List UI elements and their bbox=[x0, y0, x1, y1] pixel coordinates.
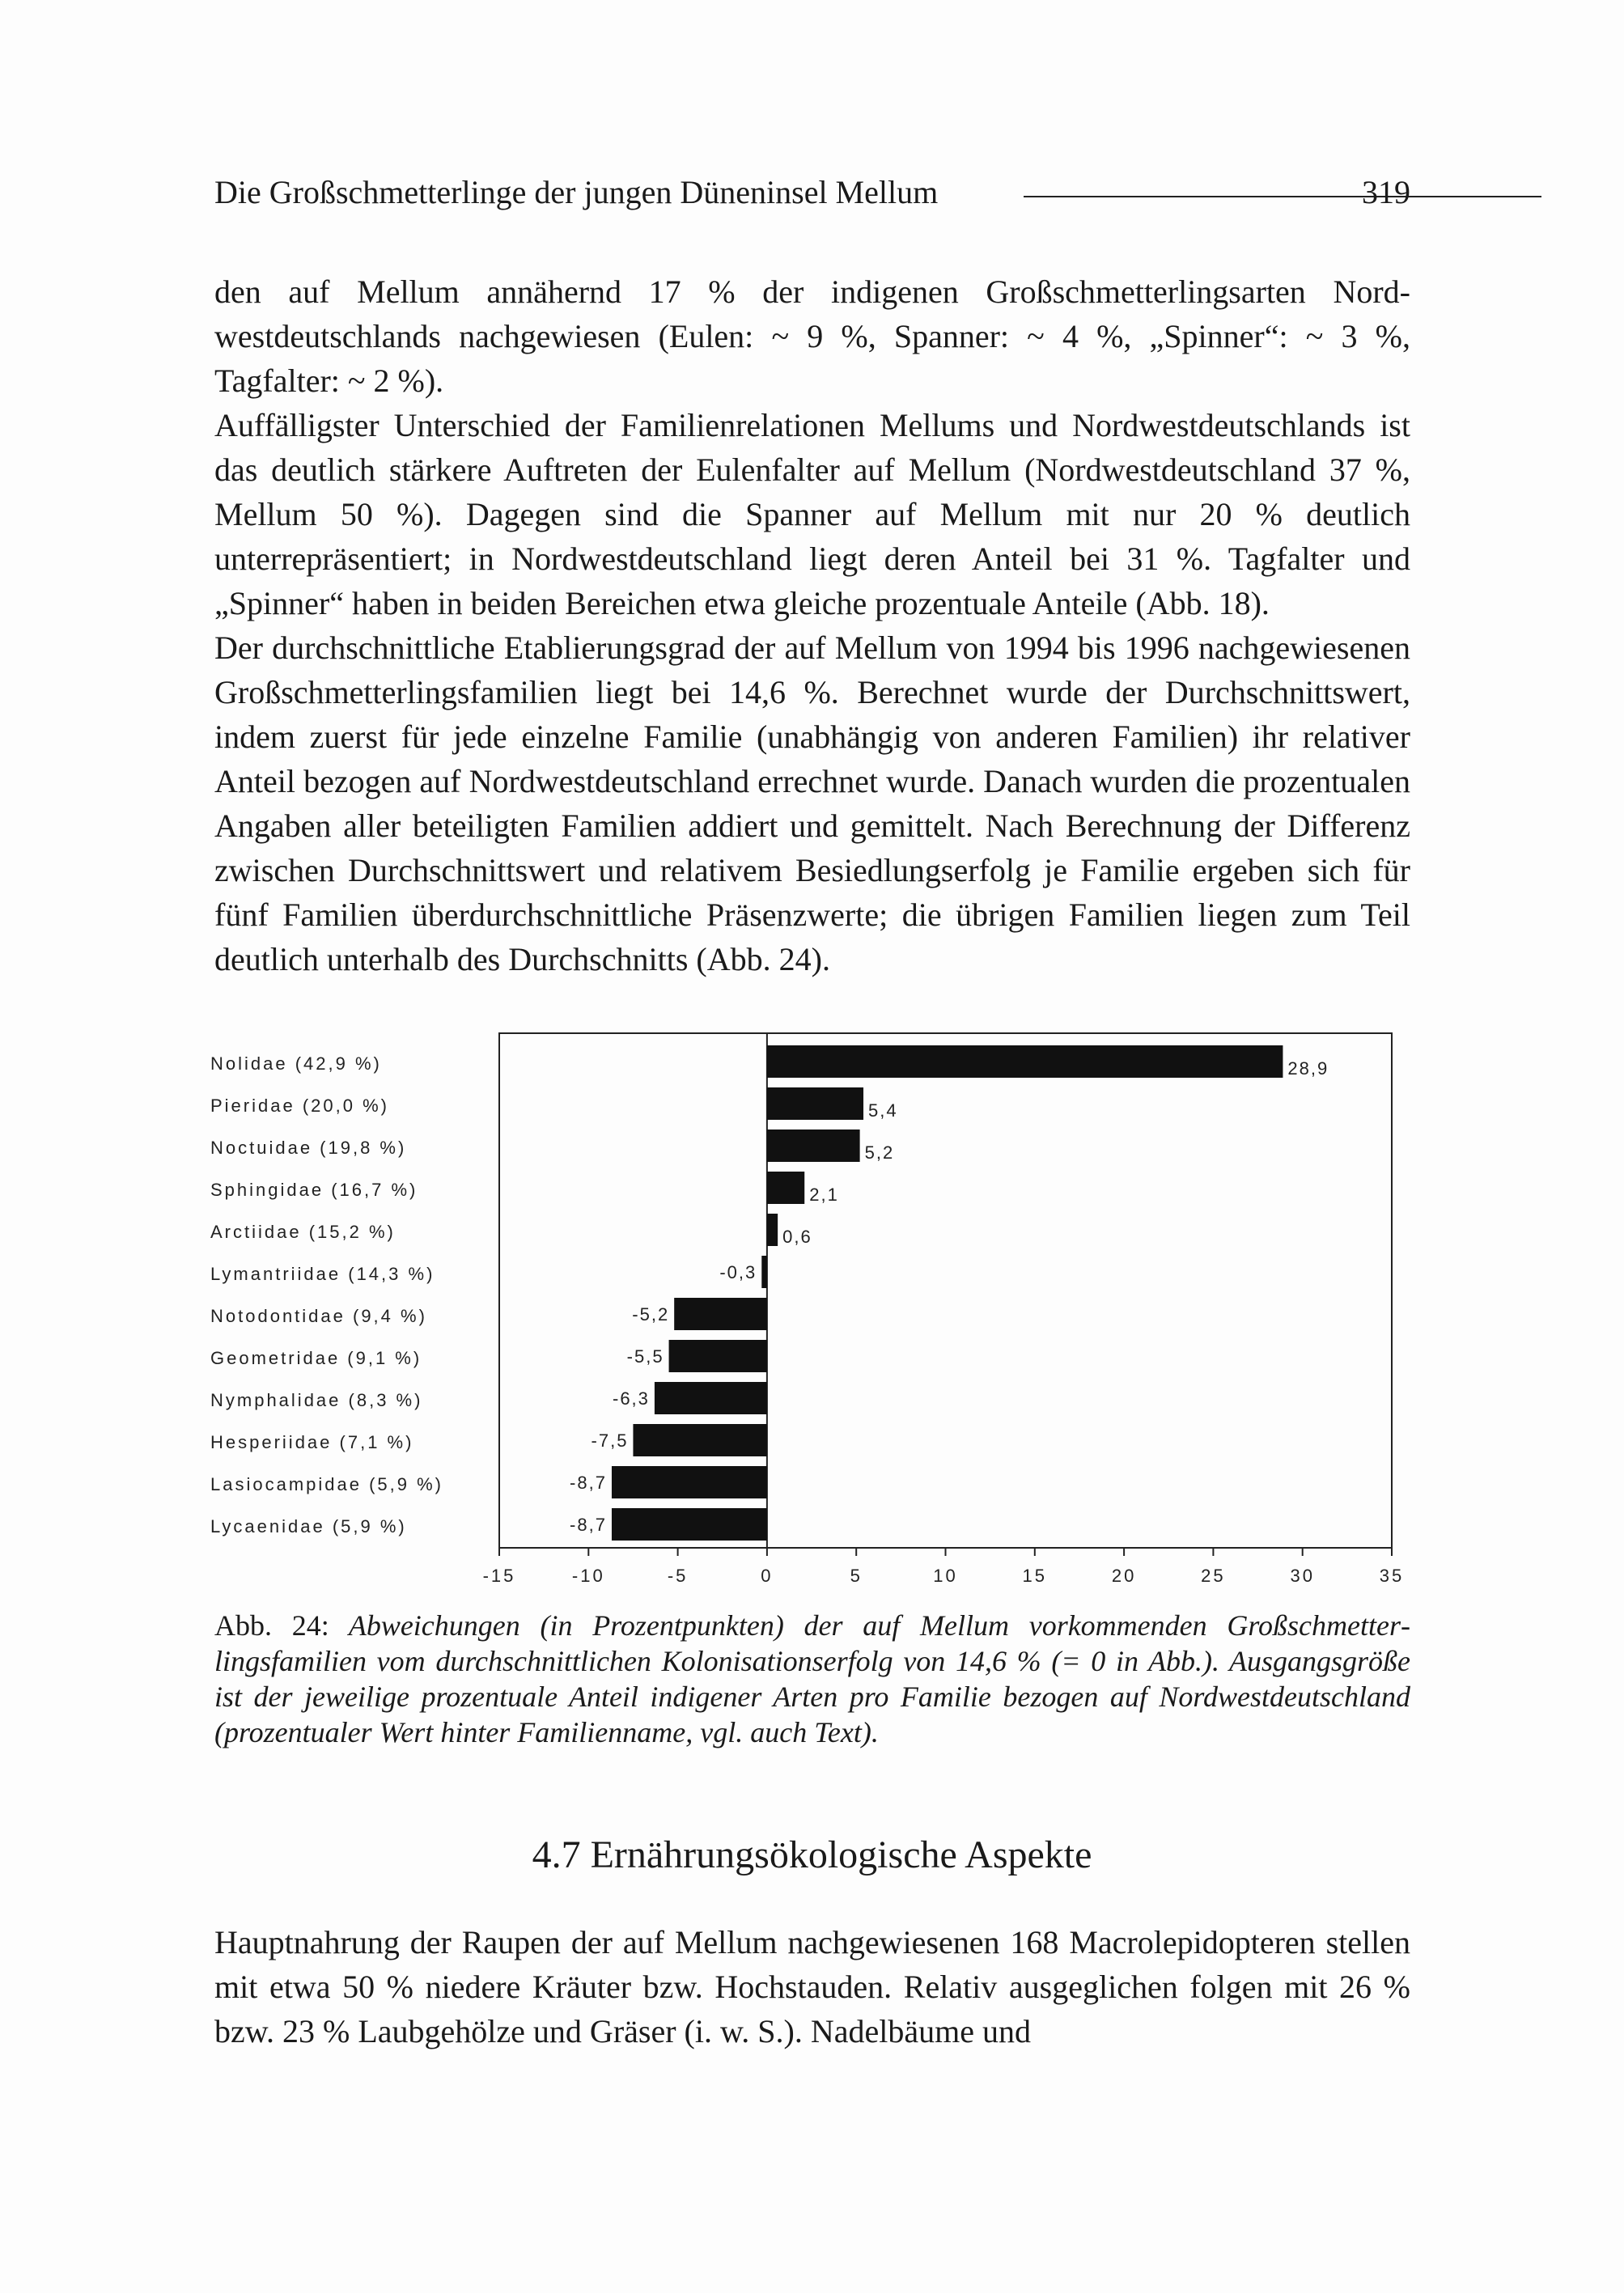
value-label: -5,2 bbox=[632, 1304, 670, 1325]
paragraph: Der durchschnittliche Etablierungsgrad der auf Mellum von 1994 bis 1996 nachgewiesenen Großschmetterlingsfamilien liegt bei 14,6 %. Berechnet wurde der Durchschnittswert, indem zuerst für jede einzelne Familie (unabhängig von anderen Familien) ihr relativer Anteil bezogen auf Nordwestdeutschland errechnet wurde. Danach wurden die prozentualen Angaben aller beteiligten Familien addiert und gemittelt. Nach Berechnung der Differenz zwischen Durchschnittswert und relativem Besiedlungserfolg je Familie ergeben sich für fünf Familien überdurchschnittliche Präsenzwerte; die übrigen Familien liegen zum Teil deutlich unterhalb des Durchschnitts (Abb. 24). bbox=[214, 629, 1410, 977]
value-label: -6,3 bbox=[613, 1388, 650, 1409]
category-label: Sphingidae (16,7 %) bbox=[210, 1180, 418, 1200]
section-text bbox=[214, 1920, 1410, 2054]
category-label: Lasiocampidae (5,9 %) bbox=[210, 1474, 444, 1494]
paragraph: Hauptnahrung der Raupen der auf Mellum nachgewiesenen 168 Macrolepidopteren stellen mit etwa 50 % niedere Kräuter bzw. Hochstauden. Relativ ausgeglichen folgen mit 26 % bzw. 23 % Laubgehölze und Gräser (i. w. S.). Nadelbäume und bbox=[214, 1924, 1410, 2049]
category-label: Arctiidae (15,2 %) bbox=[210, 1222, 396, 1242]
bar bbox=[767, 1087, 863, 1120]
value-label: 0,6 bbox=[782, 1227, 812, 1247]
value-label: 5,4 bbox=[868, 1100, 898, 1121]
category-label: Nymphalidae (8,3 %) bbox=[210, 1390, 423, 1410]
running-header bbox=[214, 173, 1410, 222]
category-label: Hesperiidae (7,1 %) bbox=[210, 1432, 414, 1452]
value-label: -5,5 bbox=[626, 1346, 664, 1367]
x-tick-label: 0 bbox=[761, 1566, 774, 1586]
value-label: -8,7 bbox=[570, 1473, 607, 1493]
bar bbox=[612, 1466, 767, 1498]
category-label: Pieridae (20,0 %) bbox=[210, 1096, 389, 1116]
x-tick-label: 15 bbox=[1022, 1566, 1048, 1586]
x-tick-label: -10 bbox=[571, 1566, 605, 1586]
value-label: -8,7 bbox=[570, 1515, 607, 1535]
x-tick-label: 20 bbox=[1111, 1566, 1137, 1586]
value-label: 2,1 bbox=[809, 1185, 839, 1205]
bar bbox=[674, 1298, 767, 1330]
x-tick-label: -15 bbox=[482, 1566, 516, 1586]
x-tick-label: 5 bbox=[850, 1566, 863, 1586]
category-label: Nolidae (42,9 %) bbox=[210, 1053, 382, 1074]
value-label: -0,3 bbox=[719, 1262, 757, 1282]
figure-caption bbox=[214, 1608, 1410, 1750]
paragraph: Auffälligster Unterschied der Familienrelationen Mellums und Nordwestdeutschlands ist das deutlich stärkere Auftreten der Eulenfalter auf Mellum (Nordwestdeutschland 37 %, Mellum 50 %). Dagegen sind die Spanner auf Mellum mit nur 20 % deutlich unterrepräsentiert; in Nordwestdeutschland liegt deren Anteil bei 31 %. Tagfalter und „Spinner“ haben in beiden Bereichen etwa gleiche prozentuale Anteile (Abb. 18). bbox=[214, 407, 1410, 621]
section-heading: 4.7 Ernährungsökologische Aspekte bbox=[532, 1833, 1092, 1876]
paragraph: den auf Mellum annähernd 17 % der indigenen Großschmetterlingsarten Nordwestdeutschlands nachgewiesen (Eulen: ~ 9 %, Spanner: ~ 4 %, „Spinner“: ~ 3 %, Tagfalter: ~ 2 %). bbox=[214, 273, 1410, 399]
x-tick-label: -5 bbox=[667, 1566, 689, 1586]
caption-label: Abb. 24: bbox=[214, 1609, 329, 1642]
header-rule bbox=[1024, 196, 1541, 197]
category-label: Geometridae (9,1 %) bbox=[210, 1348, 422, 1368]
bar bbox=[669, 1340, 767, 1372]
x-tick-label: 10 bbox=[933, 1566, 958, 1586]
bar bbox=[761, 1256, 767, 1288]
chart-svg bbox=[202, 1024, 1416, 1606]
bar bbox=[633, 1424, 766, 1456]
x-tick-label: 25 bbox=[1201, 1566, 1226, 1586]
bar bbox=[767, 1172, 804, 1204]
category-label: Lymantriidae (14,3 %) bbox=[210, 1264, 435, 1284]
value-label: 5,2 bbox=[864, 1142, 895, 1163]
bar bbox=[767, 1045, 1283, 1078]
category-label: Noctuidae (19,8 %) bbox=[210, 1138, 407, 1158]
caption-text: Abweichungen (in Prozentpunkten) der auf Mellum vorkommenden Großschmetterlingsfamilien vom durchschnittlichen Kolonisationserfolg von 14,6 % (= 0 in Abb.). Ausgangsgröße ist der jeweilige prozentuale Anteil indigener Arten pro Familie bezogen auf Nordwestdeutschland (prozentualer Wert hinter Familienname, vgl. auch Text). bbox=[214, 1609, 1410, 1748]
bar bbox=[767, 1214, 778, 1246]
bar bbox=[767, 1130, 860, 1162]
category-label: Notodontidae (9,4 %) bbox=[210, 1306, 427, 1326]
x-tick-label: 35 bbox=[1379, 1566, 1405, 1586]
deviation-bar-chart bbox=[202, 1024, 1416, 1606]
value-label: 28,9 bbox=[1287, 1058, 1329, 1079]
running-title: Die Großschmetterlinge der jungen Düneninsel Mellum bbox=[214, 174, 939, 210]
intro-text bbox=[214, 269, 1410, 981]
page-number: 319 bbox=[1362, 174, 1410, 210]
bar bbox=[612, 1508, 767, 1541]
bar bbox=[655, 1382, 767, 1414]
category-label: Lycaenidae (5,9 %) bbox=[210, 1516, 407, 1536]
x-tick-label: 30 bbox=[1290, 1566, 1315, 1586]
value-label: -7,5 bbox=[591, 1430, 629, 1451]
